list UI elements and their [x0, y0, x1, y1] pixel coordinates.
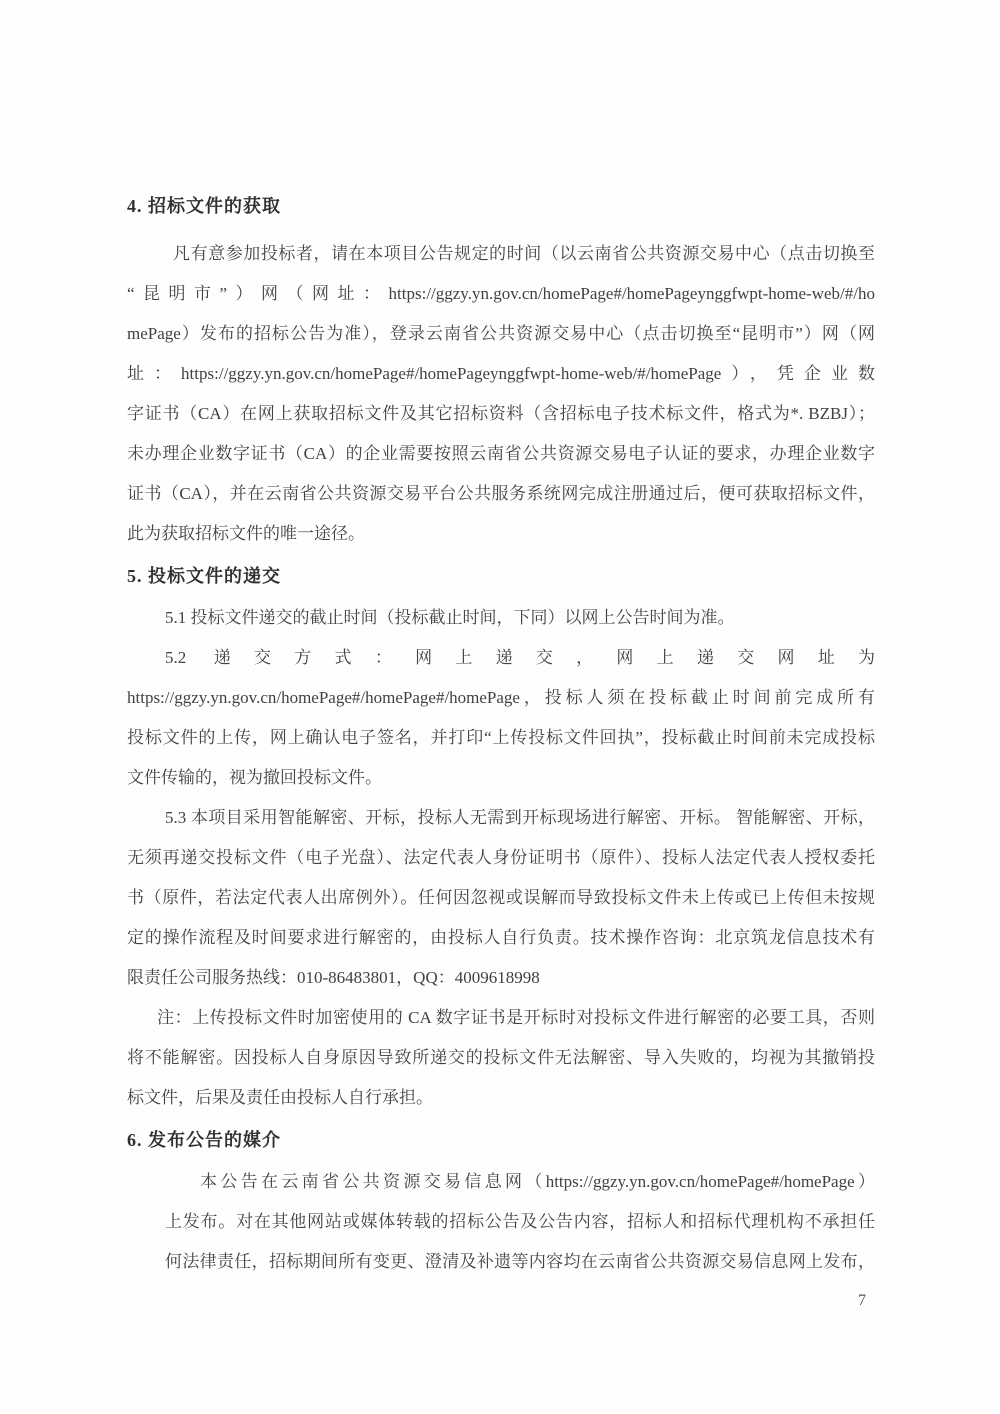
paragraph-line: 5.1 投标文件递交的截止时间（投标截止时间，下同）以网上公告时间为准。 [165, 608, 735, 627]
paragraph-line: 证书（CA），并在云南省公共资源交易平台公共服务系统网完成注册通过后，便可获取招标文件， [127, 484, 875, 503]
paragraph-line: 5.2 递交方式：网上递交，网上递交网址为 [165, 648, 875, 667]
paragraph-line: 标文件，后果及责任由投标人自行承担。 [127, 1088, 433, 1107]
page-number: 7 [858, 1292, 866, 1309]
paragraph-line: 此为获取招标文件的唯一途径。 [127, 524, 365, 543]
paragraph-line: “昆明市”）网（网址：https://ggzy.yn.gov.cn/homePage#/homePageynggfwpt-home-web/#/ho [127, 284, 875, 303]
paragraph-line: 址：https://ggzy.yn.gov.cn/homePage#/homePageynggfwpt-home-web/#/homePage），凭企业数 [127, 364, 875, 383]
document-content [127, 186, 875, 1282]
section-heading-4: 4. 招标文件的获取 [127, 196, 281, 216]
section-heading-5: 5. 投标文件的递交 [127, 566, 281, 586]
paragraph-line: 5.3 本项目采用智能解密、开标，投标人无需到开标现场进行解密、开标。 智能解密、开标， [165, 808, 875, 827]
paragraph-line: 何法律责任，招标期间所有变更、澄清及补遗等内容均在云南省公共资源交易信息网上发布， [165, 1252, 875, 1271]
paragraph-line: https://ggzy.yn.gov.cn/homePage#/homePage#/homePage，投标人须在投标截止时间前完成所有 [127, 688, 875, 707]
paragraph-line: 本公告在云南省公共资源交易信息网（https://ggzy.yn.gov.cn/homePage#/homePage） [200, 1172, 875, 1191]
paragraph-line: 定的操作流程及时间要求进行解密的，由投标人自行负责。技术操作咨询：北京筑龙信息技术有 [127, 928, 875, 947]
paragraph-line: mePage）发布的招标公告为准），登录云南省公共资源交易中心（点击切换至“昆明市”）网（网 [127, 324, 875, 343]
paragraph-line: 文件传输的，视为撤回投标文件。 [127, 768, 382, 787]
paragraph-line: 书（原件，若法定代表人出席例外）。任何因忽视或误解而导致投标文件未上传或已上传但未按规 [127, 888, 875, 907]
paragraph-line: 限责任公司服务热线：010-86483801，QQ：4009618998 [127, 968, 540, 987]
paragraph-line: 字证书（CA）在网上获取招标文件及其它招标资料（含招标电子技术标文件，格式为*. BZBJ）； [127, 404, 875, 423]
paragraph-line: 上发布。对在其他网站或媒体转载的招标公告及公告内容，招标人和招标代理机构不承担任 [165, 1212, 875, 1231]
paragraph-line: 无须再递交投标文件（电子光盘）、法定代表人身份证明书（原件）、投标人法定代表人授权委托 [127, 848, 875, 867]
paragraph-line: 注：上传投标文件时加密使用的 CA 数字证书是开标时对投标文件进行解密的必要工具，否则 [157, 1008, 875, 1027]
paragraph-line: 未办理企业数字证书（CA）的企业需要按照云南省公共资源交易电子认证的要求，办理企业数字 [127, 444, 875, 463]
paragraph-line: 凡有意参加投标者，请在本项目公告规定的时间（以云南省公共资源交易中心（点击切换至 [173, 244, 875, 263]
paragraph-line: 将不能解密。因投标人自身原因导致所递交的投标文件无法解密、导入失败的，均视为其撤销投 [127, 1048, 875, 1067]
section-heading-6: 6. 发布公告的媒介 [127, 1130, 281, 1150]
paragraph-line: 投标文件的上传，网上确认电子签名，并打印“上传投标文件回执”，投标截止时间前未完成投标 [127, 728, 875, 747]
